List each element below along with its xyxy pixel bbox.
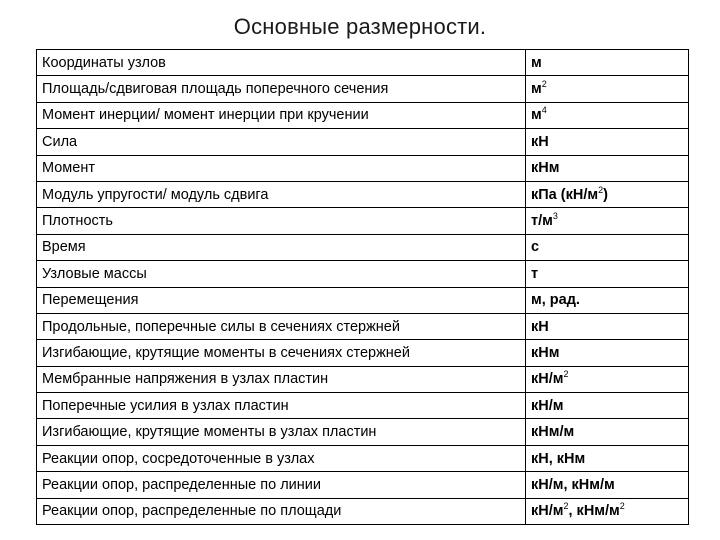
unit-text: кН/м	[531, 397, 564, 414]
unit-exponent: 2	[563, 369, 569, 380]
unit-text: с	[531, 239, 540, 256]
table-row	[37, 208, 689, 234]
unit-cell	[526, 129, 689, 155]
table-row	[37, 340, 689, 366]
quantity-cell: Модуль упругости/ модуль сдвига	[37, 181, 526, 207]
quantity-cell: Поперечные усилия в узлах пластин	[37, 393, 526, 419]
unit-text: кН	[531, 318, 549, 335]
unit-cell	[526, 393, 689, 419]
unit-text: м, рад.	[531, 292, 580, 309]
unit-exponent: 2	[563, 501, 569, 512]
unit-text: кПа (кН/м	[531, 186, 599, 203]
table-row	[37, 445, 689, 471]
unit-cell	[526, 76, 689, 102]
dimensions-table	[36, 49, 689, 525]
unit-text: кН	[531, 133, 549, 150]
unit-text: т	[531, 265, 539, 282]
table-row	[37, 287, 689, 313]
quantity-cell: Сила	[37, 129, 526, 155]
unit-cell	[526, 366, 689, 392]
unit-text: кНм	[531, 160, 560, 177]
unit-cell	[526, 102, 689, 128]
unit-text-suffix: )	[603, 186, 608, 203]
table-row	[37, 181, 689, 207]
quantity-cell: Реакции опор, распределенные по линии	[37, 472, 526, 498]
quantity-cell: Перемещения	[37, 287, 526, 313]
unit-exponent: 2	[541, 79, 547, 90]
table-row	[37, 155, 689, 181]
unit-cell	[526, 419, 689, 445]
unit-cell	[526, 472, 689, 498]
unit-cell	[526, 313, 689, 339]
unit-exponent: 4	[541, 105, 547, 116]
page-title: Основные размерности.	[233, 14, 487, 39]
quantity-cell: Реакции опор, сосредоточенные в узлах	[37, 445, 526, 471]
unit-cell	[526, 50, 689, 76]
table-row	[37, 498, 689, 524]
unit-text: кН/м	[531, 371, 564, 388]
table-row	[37, 393, 689, 419]
unit-text: т/м	[531, 213, 553, 230]
table-row	[37, 50, 689, 76]
table-row	[37, 366, 689, 392]
quantity-cell: Координаты узлов	[37, 50, 526, 76]
table-row	[37, 472, 689, 498]
quantity-cell: Реакции опор, распределенные по площади	[37, 498, 526, 524]
unit-cell	[526, 287, 689, 313]
unit-text: кН/м	[531, 503, 564, 520]
unit-text-suffix: , кНм/м	[568, 503, 620, 520]
table-row	[37, 76, 689, 102]
unit-cell	[526, 181, 689, 207]
quantity-cell: Момент	[37, 155, 526, 181]
unit-text: м	[531, 107, 542, 124]
quantity-cell: Момент инерции/ момент инерции при кручении	[37, 102, 526, 128]
quantity-cell: Время	[37, 234, 526, 260]
unit-text: кН/м, кНм/м	[531, 476, 615, 493]
quantity-cell: Изгибающие, крутящие моменты в узлах пластин	[37, 419, 526, 445]
table-row	[37, 313, 689, 339]
unit-cell	[526, 155, 689, 181]
unit-exponent: 2	[598, 184, 604, 195]
unit-cell	[526, 445, 689, 471]
quantity-cell: Продольные, поперечные силы в сечениях стержней	[37, 313, 526, 339]
table-row	[37, 419, 689, 445]
quantity-cell: Плотность	[37, 208, 526, 234]
unit-text: кН, кНм	[531, 450, 586, 467]
quantity-cell: Площадь/сдвиговая площадь поперечного сечения	[37, 76, 526, 102]
unit-cell	[526, 208, 689, 234]
quantity-cell: Изгибающие, крутящие моменты в сечениях стержней	[37, 340, 526, 366]
dimensions-table-body	[37, 50, 689, 525]
table-row	[37, 129, 689, 155]
table-row	[37, 261, 689, 287]
unit-text: м	[531, 81, 542, 98]
unit-text: кНм	[531, 344, 560, 361]
unit-exponent: 3	[552, 211, 558, 222]
unit-cell	[526, 234, 689, 260]
unit-cell	[526, 498, 689, 524]
unit-cell	[526, 340, 689, 366]
table-row	[37, 102, 689, 128]
quantity-cell: Узловые массы	[37, 261, 526, 287]
table-row	[37, 234, 689, 260]
unit-exponent-2: 2	[619, 501, 625, 512]
quantity-cell: Мембранные напряжения в узлах пластин	[37, 366, 526, 392]
unit-cell	[526, 261, 689, 287]
unit-text: м	[531, 54, 542, 71]
unit-text: кНм/м	[531, 424, 575, 441]
